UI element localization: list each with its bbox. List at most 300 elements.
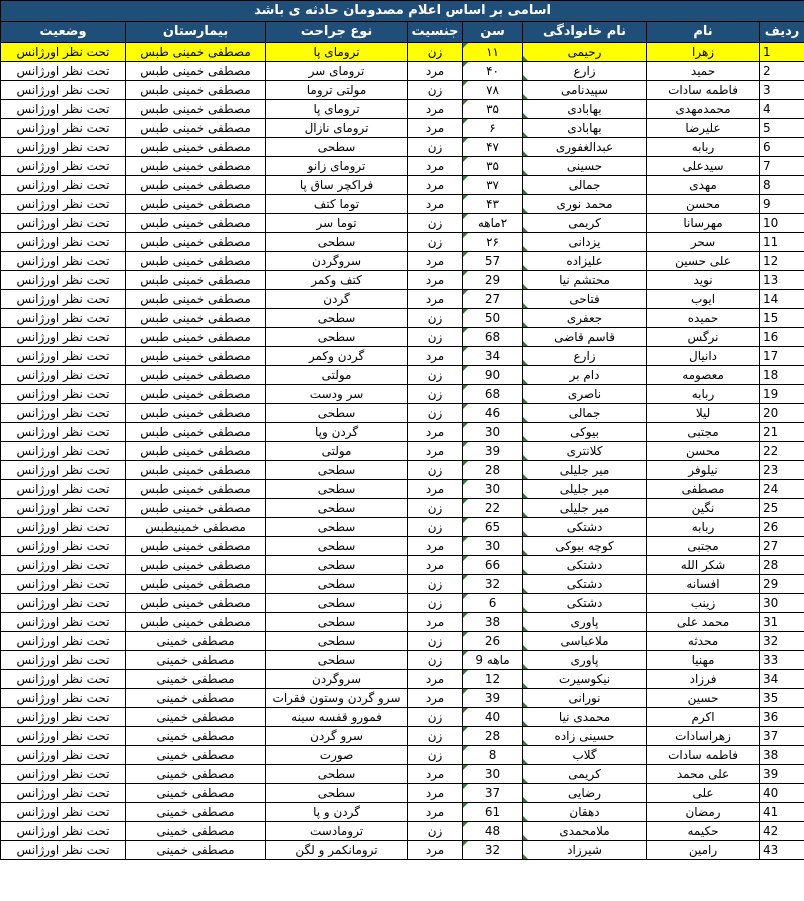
cell-hospital[interactable]: مصطفی خمینی طبس	[126, 575, 266, 594]
cell-first-name[interactable]: زهراسادات	[647, 727, 760, 746]
cell-status[interactable]: تحت نظر اورژانس	[1, 81, 126, 100]
cell-last-name[interactable]: حسینی	[523, 157, 647, 176]
cell-last-name[interactable]: دشتکی	[523, 594, 647, 613]
cell-age[interactable]: 30	[463, 765, 523, 784]
cell-index[interactable]: 39	[760, 765, 804, 784]
cell-last-name[interactable]: جعفری	[523, 309, 647, 328]
cell-injury[interactable]: ترومادست	[266, 822, 408, 841]
cell-injury[interactable]: سطحی	[266, 632, 408, 651]
cell-injury[interactable]: سطحی	[266, 499, 408, 518]
cell-hospital[interactable]: مصطفی خمینی	[126, 632, 266, 651]
cell-last-name[interactable]: حسینی زاده	[523, 727, 647, 746]
cell-gender[interactable]: مرد	[408, 613, 463, 632]
cell-index[interactable]: 33	[760, 651, 804, 670]
cell-age[interactable]: 61	[463, 803, 523, 822]
cell-status[interactable]: تحت نظر اورژانس	[1, 138, 126, 157]
cell-first-name[interactable]: افسانه	[647, 575, 760, 594]
cell-index[interactable]: 30	[760, 594, 804, 613]
cell-hospital[interactable]: مصطفی خمینی طبس	[126, 499, 266, 518]
cell-hospital[interactable]: مصطفی خمینی طبس	[126, 271, 266, 290]
cell-age[interactable]: 90	[463, 366, 523, 385]
cell-last-name[interactable]: نورانی	[523, 689, 647, 708]
cell-gender[interactable]: زن	[408, 651, 463, 670]
cell-status[interactable]: تحت نظر اورژانس	[1, 841, 126, 860]
cell-gender[interactable]: مرد	[408, 765, 463, 784]
cell-first-name[interactable]: رمضان	[647, 803, 760, 822]
cell-status[interactable]: تحت نظر اورژانس	[1, 594, 126, 613]
cell-first-name[interactable]: زینب	[647, 594, 760, 613]
cell-status[interactable]: تحت نظر اورژانس	[1, 575, 126, 594]
cell-index[interactable]: 22	[760, 442, 804, 461]
cell-age[interactable]: 28	[463, 727, 523, 746]
cell-status[interactable]: تحت نظر اورژانس	[1, 442, 126, 461]
cell-hospital[interactable]: مصطفی خمینی	[126, 746, 266, 765]
cell-status[interactable]: تحت نظر اورژانس	[1, 461, 126, 480]
cell-index[interactable]: 41	[760, 803, 804, 822]
cell-age[interactable]: 22	[463, 499, 523, 518]
cell-index[interactable]: 31	[760, 613, 804, 632]
cell-status[interactable]: تحت نظر اورژانس	[1, 423, 126, 442]
cell-injury[interactable]: سطحی	[266, 518, 408, 537]
cell-hospital[interactable]: مصطفی خمینی طبس	[126, 233, 266, 252]
cell-gender[interactable]: مرد	[408, 537, 463, 556]
header-injury[interactable]: نوع جراحت	[266, 22, 408, 43]
cell-status[interactable]: تحت نظر اورژانس	[1, 252, 126, 271]
cell-index[interactable]: 25	[760, 499, 804, 518]
cell-hospital[interactable]: مصطفی خمینی طبس	[126, 385, 266, 404]
cell-age[interactable]: ۲۶	[463, 233, 523, 252]
cell-last-name[interactable]: قاسم قاضی	[523, 328, 647, 347]
cell-index[interactable]: 19	[760, 385, 804, 404]
cell-gender[interactable]: زن	[408, 727, 463, 746]
cell-last-name[interactable]: کوچه بیوکی	[523, 537, 647, 556]
cell-last-name[interactable]: کریمی	[523, 214, 647, 233]
cell-age[interactable]: 66	[463, 556, 523, 575]
cell-injury[interactable]: سطحی	[266, 309, 408, 328]
cell-last-name[interactable]: دام بر	[523, 366, 647, 385]
cell-status[interactable]: تحت نظر اورژانس	[1, 328, 126, 347]
cell-first-name[interactable]: ربابه	[647, 518, 760, 537]
cell-index[interactable]: 36	[760, 708, 804, 727]
cell-status[interactable]: تحت نظر اورژانس	[1, 366, 126, 385]
cell-injury[interactable]: مولتی تروما	[266, 81, 408, 100]
cell-first-name[interactable]: حکیمه	[647, 822, 760, 841]
cell-index[interactable]: 13	[760, 271, 804, 290]
cell-gender[interactable]: مرد	[408, 480, 463, 499]
cell-last-name[interactable]: پاوری	[523, 651, 647, 670]
cell-age[interactable]: 32	[463, 841, 523, 860]
cell-first-name[interactable]: فاطمه سادات	[647, 81, 760, 100]
cell-last-name[interactable]: شیرزاد	[523, 841, 647, 860]
cell-gender[interactable]: مرد	[408, 176, 463, 195]
cell-gender[interactable]: زن	[408, 594, 463, 613]
cell-injury[interactable]: فمورو قفسه سینه	[266, 708, 408, 727]
cell-last-name[interactable]: محمدی نیا	[523, 708, 647, 727]
cell-index[interactable]: 1	[760, 43, 804, 62]
cell-status[interactable]: تحت نظر اورژانس	[1, 518, 126, 537]
cell-index[interactable]: 42	[760, 822, 804, 841]
cell-hospital[interactable]: مصطفی خمینی طبس	[126, 157, 266, 176]
cell-gender[interactable]: مرد	[408, 784, 463, 803]
cell-hospital[interactable]: مصطفی خمینی طبس	[126, 366, 266, 385]
cell-first-name[interactable]: علی حسین	[647, 252, 760, 271]
header-gender[interactable]: جنسیت	[408, 22, 463, 43]
cell-hospital[interactable]: مصطفی خمینی	[126, 651, 266, 670]
cell-first-name[interactable]: ایوب	[647, 290, 760, 309]
cell-status[interactable]: تحت نظر اورژانس	[1, 309, 126, 328]
cell-age[interactable]: ۲ماهه	[463, 214, 523, 233]
cell-hospital[interactable]: مصطفی خمینی طبس	[126, 594, 266, 613]
cell-gender[interactable]: زن	[408, 461, 463, 480]
cell-first-name[interactable]: ربابه	[647, 138, 760, 157]
cell-injury[interactable]: سطحی	[266, 404, 408, 423]
cell-gender[interactable]: مرد	[408, 442, 463, 461]
cell-hospital[interactable]: مصطفی خمینی طبس	[126, 461, 266, 480]
cell-status[interactable]: تحت نظر اورژانس	[1, 746, 126, 765]
cell-gender[interactable]: مرد	[408, 119, 463, 138]
cell-age[interactable]: 39	[463, 442, 523, 461]
cell-index[interactable]: 26	[760, 518, 804, 537]
cell-injury[interactable]: توما سر	[266, 214, 408, 233]
cell-status[interactable]: تحت نظر اورژانس	[1, 62, 126, 81]
cell-status[interactable]: تحت نظر اورژانس	[1, 385, 126, 404]
cell-gender[interactable]: مرد	[408, 423, 463, 442]
cell-status[interactable]: تحت نظر اورژانس	[1, 632, 126, 651]
cell-hospital[interactable]: مصطفی خمینی طبس	[126, 404, 266, 423]
cell-hospital[interactable]: مصطفی خمینی طبس	[126, 119, 266, 138]
cell-status[interactable]: تحت نظر اورژانس	[1, 708, 126, 727]
cell-last-name[interactable]: فتاحی	[523, 290, 647, 309]
cell-last-name[interactable]: میر جلیلی	[523, 480, 647, 499]
cell-status[interactable]: تحت نظر اورژانس	[1, 195, 126, 214]
cell-injury[interactable]: سر ودست	[266, 385, 408, 404]
cell-age[interactable]: ۴۰	[463, 62, 523, 81]
cell-injury[interactable]: سطحی	[266, 765, 408, 784]
cell-age[interactable]: 30	[463, 480, 523, 499]
cell-first-name[interactable]: مهنیا	[647, 651, 760, 670]
cell-first-name[interactable]: مصطفی	[647, 480, 760, 499]
cell-hospital[interactable]: مصطفی خمینی	[126, 765, 266, 784]
cell-gender[interactable]: مرد	[408, 271, 463, 290]
cell-status[interactable]: تحت نظر اورژانس	[1, 784, 126, 803]
cell-injury[interactable]: گردن وپا	[266, 423, 408, 442]
cell-last-name[interactable]: دشتکی	[523, 556, 647, 575]
cell-last-name[interactable]: کریمی	[523, 765, 647, 784]
cell-hospital[interactable]: مصطفی خمینی طبس	[126, 309, 266, 328]
cell-injury[interactable]: سطحی	[266, 594, 408, 613]
cell-index[interactable]: 43	[760, 841, 804, 860]
cell-index[interactable]: 6	[760, 138, 804, 157]
cell-hospital[interactable]: مصطفی خمینی طبس	[126, 43, 266, 62]
cell-first-name[interactable]: اکرم	[647, 708, 760, 727]
cell-gender[interactable]: زن	[408, 43, 463, 62]
cell-status[interactable]: تحت نظر اورژانس	[1, 347, 126, 366]
cell-first-name[interactable]: محدثه	[647, 632, 760, 651]
cell-gender[interactable]: مرد	[408, 803, 463, 822]
cell-index[interactable]: 5	[760, 119, 804, 138]
cell-age[interactable]: 40	[463, 708, 523, 727]
cell-status[interactable]: تحت نظر اورژانس	[1, 613, 126, 632]
cell-index[interactable]: 32	[760, 632, 804, 651]
cell-injury[interactable]: توما کتف	[266, 195, 408, 214]
cell-status[interactable]: تحت نظر اورژانس	[1, 689, 126, 708]
cell-age[interactable]: 29	[463, 271, 523, 290]
cell-injury[interactable]: سطحی	[266, 537, 408, 556]
cell-hospital[interactable]: مصطفی خمینیطبس	[126, 518, 266, 537]
cell-gender[interactable]: مرد	[408, 290, 463, 309]
cell-status[interactable]: تحت نظر اورژانس	[1, 119, 126, 138]
cell-age[interactable]: ماهه 9	[463, 651, 523, 670]
cell-gender[interactable]: زن	[408, 138, 463, 157]
cell-status[interactable]: تحت نظر اورژانس	[1, 651, 126, 670]
cell-last-name[interactable]: دهقان	[523, 803, 647, 822]
cell-last-name[interactable]: عبدالغفوری	[523, 138, 647, 157]
cell-gender[interactable]: مرد	[408, 100, 463, 119]
cell-last-name[interactable]: ملاعباسی	[523, 632, 647, 651]
cell-hospital[interactable]: مصطفی خمینی	[126, 784, 266, 803]
cell-first-name[interactable]: علیرضا	[647, 119, 760, 138]
cell-gender[interactable]: مرد	[408, 689, 463, 708]
cell-last-name[interactable]: میر جلیلی	[523, 461, 647, 480]
cell-hospital[interactable]: مصطفی خمینی طبس	[126, 423, 266, 442]
cell-age[interactable]: ۳۵	[463, 157, 523, 176]
cell-index[interactable]: 38	[760, 746, 804, 765]
cell-injury[interactable]: گردن و پا	[266, 803, 408, 822]
cell-status[interactable]: تحت نظر اورژانس	[1, 480, 126, 499]
cell-last-name[interactable]: یزدانی	[523, 233, 647, 252]
cell-last-name[interactable]: کلانتری	[523, 442, 647, 461]
cell-index[interactable]: 8	[760, 176, 804, 195]
cell-hospital[interactable]: مصطفی خمینی طبس	[126, 556, 266, 575]
cell-first-name[interactable]: محمد علی	[647, 613, 760, 632]
cell-injury[interactable]: سروگردن	[266, 252, 408, 271]
cell-first-name[interactable]: نوید	[647, 271, 760, 290]
cell-injury[interactable]: سطحی	[266, 138, 408, 157]
header-status[interactable]: وضعیت	[1, 22, 126, 43]
cell-gender[interactable]: مرد	[408, 556, 463, 575]
cell-last-name[interactable]: رضایی	[523, 784, 647, 803]
cell-gender[interactable]: زن	[408, 632, 463, 651]
cell-age[interactable]: 32	[463, 575, 523, 594]
cell-injury[interactable]: ترومای نازال	[266, 119, 408, 138]
cell-gender[interactable]: زن	[408, 214, 463, 233]
cell-age[interactable]: ۷۸	[463, 81, 523, 100]
cell-hospital[interactable]: مصطفی خمینی	[126, 822, 266, 841]
cell-index[interactable]: 3	[760, 81, 804, 100]
cell-status[interactable]: تحت نظر اورژانس	[1, 290, 126, 309]
cell-first-name[interactable]: فرزاد	[647, 670, 760, 689]
cell-status[interactable]: تحت نظر اورژانس	[1, 233, 126, 252]
cell-status[interactable]: تحت نظر اورژانس	[1, 727, 126, 746]
cell-hospital[interactable]: مصطفی خمینی	[126, 803, 266, 822]
cell-injury[interactable]: ترومای زانو	[266, 157, 408, 176]
cell-gender[interactable]: زن	[408, 822, 463, 841]
cell-first-name[interactable]: رامین	[647, 841, 760, 860]
cell-index[interactable]: 27	[760, 537, 804, 556]
cell-first-name[interactable]: نرگس	[647, 328, 760, 347]
cell-last-name[interactable]: بهابادی	[523, 100, 647, 119]
cell-injury[interactable]: سطحی	[266, 556, 408, 575]
cell-injury[interactable]: سطحی	[266, 480, 408, 499]
cell-status[interactable]: تحت نظر اورژانس	[1, 176, 126, 195]
cell-last-name[interactable]: گلاب	[523, 746, 647, 765]
cell-gender[interactable]: مرد	[408, 157, 463, 176]
cell-hospital[interactable]: مصطفی خمینی طبس	[126, 100, 266, 119]
cell-hospital[interactable]: مصطفی خمینی طبس	[126, 328, 266, 347]
cell-last-name[interactable]: محتشم نیا	[523, 271, 647, 290]
cell-gender[interactable]: زن	[408, 328, 463, 347]
cell-first-name[interactable]: محسن	[647, 195, 760, 214]
cell-gender[interactable]: زن	[408, 309, 463, 328]
cell-age[interactable]: 39	[463, 689, 523, 708]
header-hospital[interactable]: بیمارستان	[126, 22, 266, 43]
cell-first-name[interactable]: فاطمه سادات	[647, 746, 760, 765]
header-index[interactable]: ردیف	[760, 22, 804, 43]
cell-gender[interactable]: زن	[408, 575, 463, 594]
cell-injury[interactable]: صورت	[266, 746, 408, 765]
cell-hospital[interactable]: مصطفی خمینی طبس	[126, 176, 266, 195]
cell-gender[interactable]: زن	[408, 518, 463, 537]
cell-injury[interactable]: کتف وکمر	[266, 271, 408, 290]
cell-index[interactable]: 9	[760, 195, 804, 214]
cell-index[interactable]: 37	[760, 727, 804, 746]
cell-index[interactable]: 23	[760, 461, 804, 480]
cell-gender[interactable]: زن	[408, 385, 463, 404]
cell-status[interactable]: تحت نظر اورژانس	[1, 822, 126, 841]
cell-first-name[interactable]: نیلوفر	[647, 461, 760, 480]
cell-last-name[interactable]: جمالی	[523, 176, 647, 195]
cell-injury[interactable]: گردن	[266, 290, 408, 309]
cell-age[interactable]: 30	[463, 423, 523, 442]
cell-injury[interactable]: ترومای پا	[266, 43, 408, 62]
cell-gender[interactable]: مرد	[408, 252, 463, 271]
cell-index[interactable]: 15	[760, 309, 804, 328]
cell-first-name[interactable]: سیدعلی	[647, 157, 760, 176]
cell-first-name[interactable]: محمدمهدی	[647, 100, 760, 119]
cell-hospital[interactable]: مصطفی خمینی	[126, 841, 266, 860]
cell-first-name[interactable]: علی	[647, 784, 760, 803]
cell-last-name[interactable]: محمد نوری	[523, 195, 647, 214]
cell-age[interactable]: ۴۳	[463, 195, 523, 214]
cell-injury[interactable]: سرو گردن	[266, 727, 408, 746]
cell-hospital[interactable]: مصطفی خمینی طبس	[126, 214, 266, 233]
cell-first-name[interactable]: محسن	[647, 442, 760, 461]
cell-gender[interactable]: مرد	[408, 62, 463, 81]
header-first-name[interactable]: نام	[647, 22, 760, 43]
cell-injury[interactable]: سطحی	[266, 233, 408, 252]
cell-age[interactable]: 68	[463, 328, 523, 347]
cell-hospital[interactable]: مصطفی خمینی طبس	[126, 62, 266, 81]
cell-first-name[interactable]: نگین	[647, 499, 760, 518]
cell-first-name[interactable]: علی محمد	[647, 765, 760, 784]
cell-hospital[interactable]: مصطفی خمینی طبس	[126, 81, 266, 100]
cell-last-name[interactable]: بهابادی	[523, 119, 647, 138]
cell-injury[interactable]: سطحی	[266, 784, 408, 803]
cell-injury[interactable]: گردن وکمر	[266, 347, 408, 366]
cell-age[interactable]: 50	[463, 309, 523, 328]
cell-age[interactable]: 37	[463, 784, 523, 803]
cell-gender[interactable]: زن	[408, 404, 463, 423]
cell-hospital[interactable]: مصطفی خمینی طبس	[126, 138, 266, 157]
cell-age[interactable]: ۱۱	[463, 43, 523, 62]
cell-last-name[interactable]: ملامحمدی	[523, 822, 647, 841]
header-age[interactable]: سن	[463, 22, 523, 43]
cell-injury[interactable]: ترومانکمر و لگن	[266, 841, 408, 860]
cell-index[interactable]: 16	[760, 328, 804, 347]
cell-age[interactable]: ۳۷	[463, 176, 523, 195]
cell-gender[interactable]: زن	[408, 233, 463, 252]
cell-index[interactable]: 18	[760, 366, 804, 385]
cell-status[interactable]: تحت نظر اورژانس	[1, 537, 126, 556]
cell-age[interactable]: ۶	[463, 119, 523, 138]
cell-age[interactable]: ۴۷	[463, 138, 523, 157]
cell-index[interactable]: 12	[760, 252, 804, 271]
cell-index[interactable]: 24	[760, 480, 804, 499]
cell-age[interactable]: 26	[463, 632, 523, 651]
cell-injury[interactable]: سطحی	[266, 651, 408, 670]
cell-index[interactable]: 14	[760, 290, 804, 309]
cell-first-name[interactable]: حسین	[647, 689, 760, 708]
cell-gender[interactable]: زن	[408, 746, 463, 765]
cell-age[interactable]: 8	[463, 746, 523, 765]
cell-index[interactable]: 7	[760, 157, 804, 176]
cell-last-name[interactable]: پاوری	[523, 613, 647, 632]
cell-hospital[interactable]: مصطفی خمینی	[126, 670, 266, 689]
cell-index[interactable]: 28	[760, 556, 804, 575]
cell-first-name[interactable]: ربابه	[647, 385, 760, 404]
cell-status[interactable]: تحت نظر اورژانس	[1, 43, 126, 62]
cell-first-name[interactable]: مجتبی	[647, 423, 760, 442]
header-last-name[interactable]: نام خانوادگی	[523, 22, 647, 43]
cell-hospital[interactable]: مصطفی خمینی طبس	[126, 195, 266, 214]
cell-injury[interactable]: سطحی	[266, 461, 408, 480]
cell-hospital[interactable]: مصطفی خمینی طبس	[126, 537, 266, 556]
cell-status[interactable]: تحت نظر اورژانس	[1, 404, 126, 423]
cell-hospital[interactable]: مصطفی خمینی طبس	[126, 613, 266, 632]
cell-index[interactable]: 17	[760, 347, 804, 366]
cell-first-name[interactable]: مجتبی	[647, 537, 760, 556]
cell-injury[interactable]: مولتی	[266, 442, 408, 461]
cell-last-name[interactable]: سپیدنامی	[523, 81, 647, 100]
cell-age[interactable]: 38	[463, 613, 523, 632]
cell-gender[interactable]: مرد	[408, 347, 463, 366]
cell-first-name[interactable]: دانیال	[647, 347, 760, 366]
cell-hospital[interactable]: مصطفی خمینی طبس	[126, 442, 266, 461]
cell-age[interactable]: 46	[463, 404, 523, 423]
cell-age[interactable]: 57	[463, 252, 523, 271]
cell-injury[interactable]: سطحی	[266, 575, 408, 594]
cell-hospital[interactable]: مصطفی خمینی طبس	[126, 252, 266, 271]
cell-injury[interactable]: ترومای پا	[266, 100, 408, 119]
cell-gender[interactable]: زن	[408, 366, 463, 385]
cell-age[interactable]: 27	[463, 290, 523, 309]
cell-index[interactable]: 2	[760, 62, 804, 81]
cell-gender[interactable]: زن	[408, 499, 463, 518]
cell-age[interactable]: 68	[463, 385, 523, 404]
cell-age[interactable]: 12	[463, 670, 523, 689]
cell-age[interactable]: 65	[463, 518, 523, 537]
cell-injury[interactable]: ترومای سر	[266, 62, 408, 81]
cell-age[interactable]: 34	[463, 347, 523, 366]
cell-status[interactable]: تحت نظر اورژانس	[1, 214, 126, 233]
cell-index[interactable]: 35	[760, 689, 804, 708]
cell-hospital[interactable]: مصطفی خمینی طبس	[126, 290, 266, 309]
cell-last-name[interactable]: زارع	[523, 347, 647, 366]
cell-injury[interactable]: سطحی	[266, 613, 408, 632]
cell-first-name[interactable]: سحر	[647, 233, 760, 252]
cell-status[interactable]: تحت نظر اورژانس	[1, 271, 126, 290]
cell-first-name[interactable]: حمید	[647, 62, 760, 81]
